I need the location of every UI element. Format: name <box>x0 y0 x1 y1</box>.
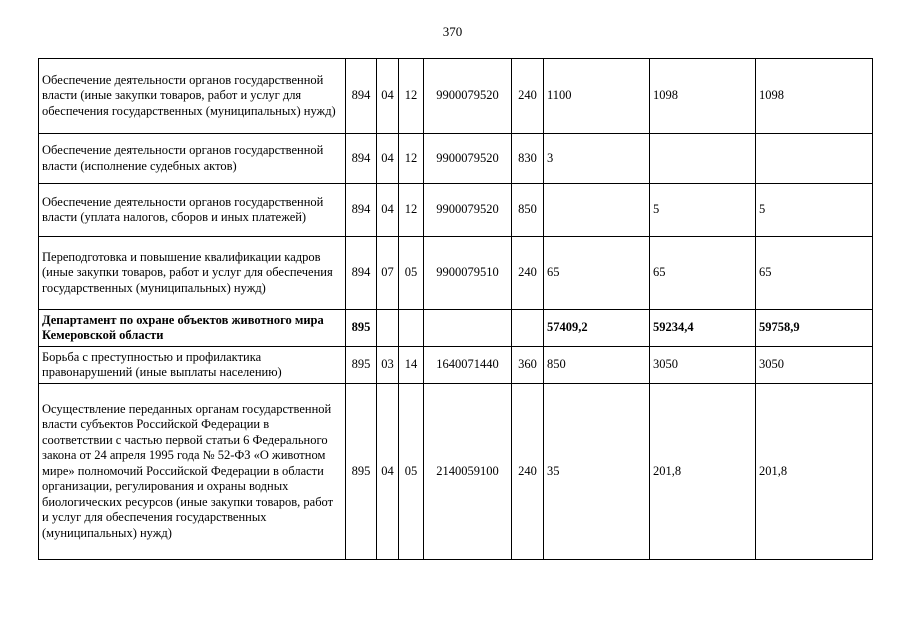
row-name: Обеспечение деятельности органов государственной власти (иные закупки товаров, работ и услуг для обеспечения государственных (муниципальных) нужд) <box>39 59 346 134</box>
rz-code: 04 <box>377 59 399 134</box>
ved-code: 894 <box>346 237 377 310</box>
sum-year-1 <box>544 184 650 237</box>
ved-code: 895 <box>346 347 377 384</box>
vr-code: 240 <box>512 384 544 560</box>
csr-code <box>424 310 512 347</box>
row-name: Департамент по охране объектов животного мира Кемеровской области <box>39 310 346 347</box>
ved-code: 894 <box>346 59 377 134</box>
sum-year-3 <box>756 134 873 184</box>
table-row <box>39 237 873 310</box>
sum-year-2: 201,8 <box>650 384 756 560</box>
row-name: Обеспечение деятельности органов государственной власти (исполнение судебных актов) <box>39 134 346 184</box>
sum-year-3: 5 <box>756 184 873 237</box>
vr-code: 240 <box>512 59 544 134</box>
rz-code: 04 <box>377 384 399 560</box>
rz-code: 04 <box>377 184 399 237</box>
sum-year-3: 201,8 <box>756 384 873 560</box>
sum-year-1: 65 <box>544 237 650 310</box>
row-name: Переподготовка и повышение квалификации кадров (иные закупки товаров, работ и услуг для обеспечения государственных (муниципальных) нужд) <box>39 237 346 310</box>
sum-year-3: 65 <box>756 237 873 310</box>
rz-code <box>377 310 399 347</box>
row-name: Обеспечение деятельности органов государственной власти (уплата налогов, сборов и иных платежей) <box>39 184 346 237</box>
table-row <box>39 59 873 134</box>
table-row <box>39 134 873 184</box>
vr-code: 830 <box>512 134 544 184</box>
csr-code: 9900079520 <box>424 134 512 184</box>
rz-code: 07 <box>377 237 399 310</box>
pr-code: 05 <box>399 384 424 560</box>
csr-code: 9900079520 <box>424 59 512 134</box>
table-row <box>39 384 873 560</box>
csr-code: 9900079520 <box>424 184 512 237</box>
sum-year-3: 3050 <box>756 347 873 384</box>
sum-year-1: 57409,2 <box>544 310 650 347</box>
sum-year-1: 1100 <box>544 59 650 134</box>
pr-code: 14 <box>399 347 424 384</box>
rz-code: 04 <box>377 134 399 184</box>
table-row <box>39 347 873 384</box>
page-number: 370 <box>442 24 463 39</box>
sum-year-1: 850 <box>544 347 650 384</box>
ved-code: 894 <box>346 134 377 184</box>
pr-code: 12 <box>399 184 424 237</box>
sum-year-2: 65 <box>650 237 756 310</box>
sum-year-2: 1098 <box>650 59 756 134</box>
csr-code: 1640071440 <box>424 347 512 384</box>
table-row <box>39 310 873 347</box>
ved-code: 895 <box>346 384 377 560</box>
csr-code: 2140059100 <box>424 384 512 560</box>
vr-code: 240 <box>512 237 544 310</box>
row-name: Осуществление переданных органам государственной власти субъектов Российской Федерации в соответствии с частью первой статьи 6 Федерального закона от 24 апреля 1995 года № 52-ФЗ «О животном мире» полномочий Российской Федерации в области организации, регулирования и охраны водных биологических ресурсов (иные закупки товаров, работ и услуг для обеспечения государственных (муниципальных) нужд) <box>39 384 346 560</box>
ved-code: 895 <box>346 310 377 347</box>
sum-year-2 <box>650 134 756 184</box>
vr-code: 850 <box>512 184 544 237</box>
pr-code: 05 <box>399 237 424 310</box>
pr-code <box>399 310 424 347</box>
vr-code: 360 <box>512 347 544 384</box>
pr-code: 12 <box>399 134 424 184</box>
csr-code: 9900079510 <box>424 237 512 310</box>
rz-code: 03 <box>377 347 399 384</box>
sum-year-3: 1098 <box>756 59 873 134</box>
row-name: Борьба с преступностью и профилактика правонарушений (иные выплаты населению) <box>39 347 346 384</box>
sum-year-2: 3050 <box>650 347 756 384</box>
pr-code: 12 <box>399 59 424 134</box>
sum-year-1: 3 <box>544 134 650 184</box>
ved-code: 894 <box>346 184 377 237</box>
sum-year-1: 35 <box>544 384 650 560</box>
sum-year-3: 59758,9 <box>756 310 873 347</box>
budget-table <box>38 58 873 560</box>
sum-year-2: 5 <box>650 184 756 237</box>
sum-year-2: 59234,4 <box>650 310 756 347</box>
table-row <box>39 184 873 237</box>
vr-code <box>512 310 544 347</box>
